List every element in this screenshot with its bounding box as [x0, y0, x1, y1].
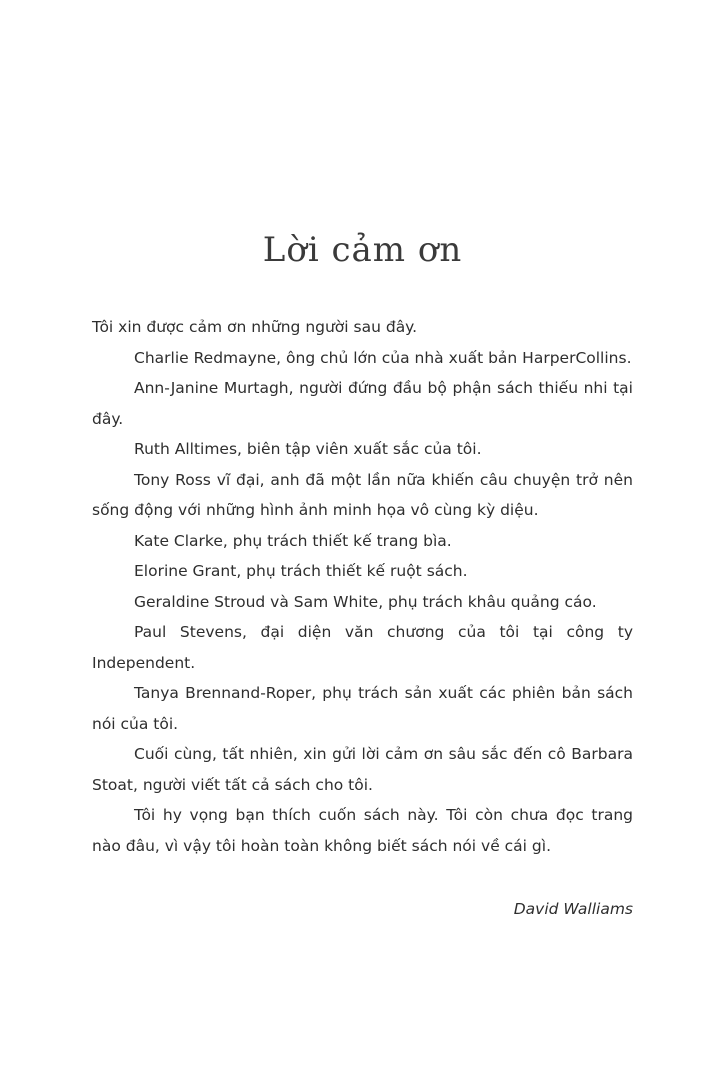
paragraph: Ann-Janine Murtagh, người đứng đầu bộ phận sách thiếu nhi tại đây. [92, 379, 633, 428]
paragraph: Charlie Redmayne, ông chủ lớn của nhà xuất bản HarperCollins. [134, 348, 632, 367]
paragraph: Cuối cùng, tất nhiên, xin gửi lời cảm ơn sâu sắc đến cô Barbara Stoat, người viết tất cả sách cho tôi. [92, 745, 633, 794]
paragraph: Tôi hy vọng bạn thích cuốn sách này. Tôi còn chưa đọc trang nào đâu, vì vậy tôi hoàn toàn không biết sách nói về cái gì. [92, 806, 633, 855]
paragraph: Paul Stevens, đại diện văn chương của tôi tại công ty Independent. [92, 623, 633, 672]
acknowledgements-body [92, 312, 633, 861]
author-signature: David Walliams [513, 900, 633, 918]
paragraph: Elorine Grant, phụ trách thiết kế ruột sách. [134, 562, 468, 580]
paragraph: Tanya Brennand-Roper, phụ trách sản xuất các phiên bản sách nói của tôi. [92, 684, 633, 733]
paragraph: Kate Clarke, phụ trách thiết kế trang bìa. [134, 531, 452, 550]
page-title: Lời cảm ơn [262, 230, 463, 270]
paragraph: Tôi xin được cảm ơn những người sau đây. [92, 318, 418, 336]
paragraph: Ruth Alltimes, biên tập viên xuất sắc của tôi. [134, 440, 482, 458]
paragraph: Geraldine Stroud và Sam White, phụ trách khâu quảng cáo. [134, 592, 597, 611]
paragraph: Tony Ross vĩ đại, anh đã một lần nữa khiến câu chuyện trở nên sống động với những hình ảnh minh họa vô cùng kỳ diệu. [92, 470, 633, 519]
